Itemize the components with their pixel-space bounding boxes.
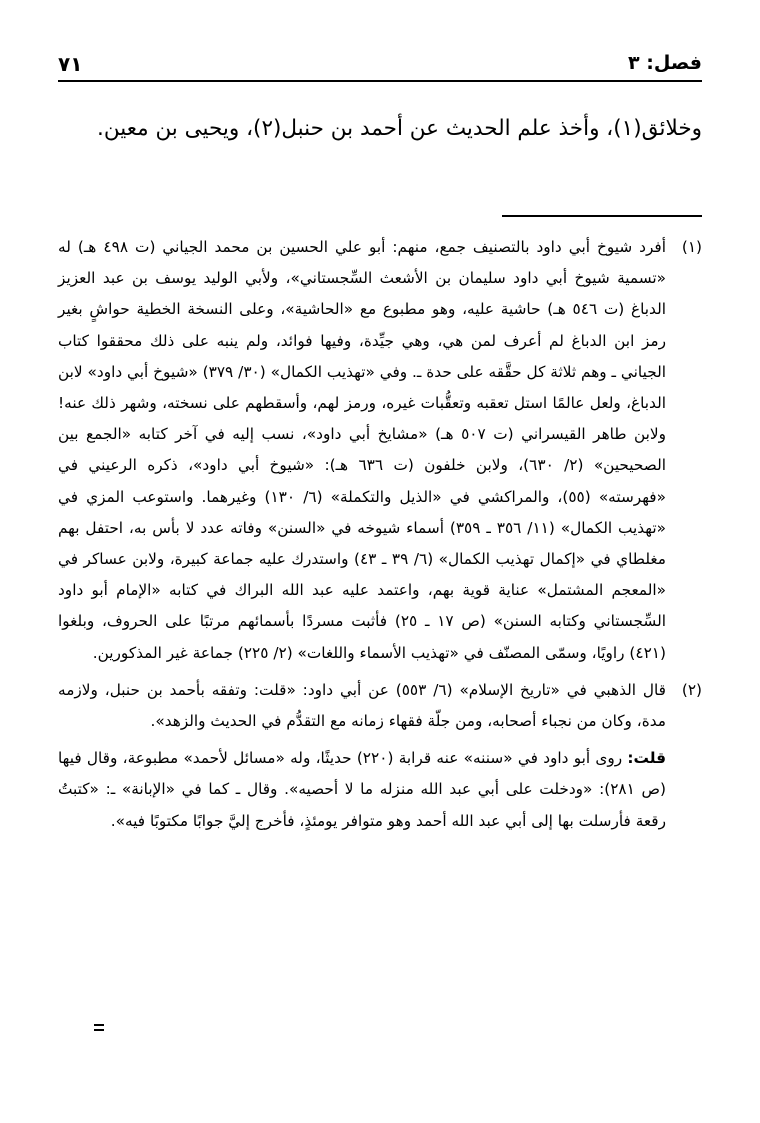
footnote-paragraph: قال الذهبي في «تاريخ الإسلام» (٦/ ٥٥٣) عن أبي داود: «قلت: وتفقه بأحمد بن حنبل، ولازمه مدة، وكان من نجباء أصحابه، ومن جلّة فقهاء زمانه مع التقدُّم في الحديث والزهد». — [58, 680, 666, 731]
page-number: ٧١ — [58, 52, 83, 76]
footnote-2 — [58, 675, 702, 837]
footnote-number: (١) — [681, 238, 702, 256]
footnote-body — [58, 675, 666, 837]
page-header — [58, 50, 702, 82]
end-mark — [94, 1024, 104, 1032]
footnote-paragraph-2 — [58, 743, 666, 837]
main-paragraph: وخلائق(١)، وأخذ علم الحديث عن أحمد بن حنبل(٢)، ويحيى بن معين. — [97, 116, 702, 141]
chapter-title: فصل: ٣ — [628, 52, 702, 74]
footnote-paragraph-text: روى أبو داود في «سننه» عنه قرابة (٢٢٠) حديثًا، وله «مسائل لأحمد» مطبوعة، وقال فيها (ص ٢٨١): «ودخلت على أبي عبد الله منزله ما لا أحصيه». وقال ـ كما في «الإبانة» ـ: «كتبتُ رقعة فأرسلت بها إلى أبي عبد الله أحمد وهو متوافر يومئذٍ، فأخرج إليَّ جوابًا مكتوبًا فيه». — [58, 749, 666, 830]
footnote-separator — [502, 215, 702, 217]
bold-lead: قلت: — [627, 749, 666, 768]
main-text — [58, 106, 702, 151]
footnote-1 — [58, 232, 702, 669]
footnote-number: (٢) — [681, 680, 702, 699]
footnote-paragraph: أفرد شيوخ أبي داود بالتصنيف جمع، منهم: أبو علي الحسين بن محمد الجياني (ت ٤٩٨ هـ) له «تسمية شيوخ أبي داود سليمان بن الأشعث السِّجستاني»، ولأبي الوليد يوسف بن عبد العزيز الدباغ (ت ٥٤٦ هـ) حاشية عليه، وهو مطبوع مع «الحاشية»، وعلى النسخة الخطية حواشٍ بغير رمز ابن الدباغ لم أعرف لمن هي، وهي جيِّدة، وفيها فوائد، ولم ينبه على ذلك محققوا كتاب الجياني ـ وهم ثلاثة كل حقَّقه على حدة ـ. وفي «تهذيب الكمال» (٣٠/ ٣٧٩) «شيوخ أبي داود» لابن الدباغ، ولعل عالمًا استل تعقبه وتعقُّبات غيره، ورمز لهم، وأسقطهم على نسخته، وشهر ذلك عنه! ولابن طاهر القيسراني (ت ٥٠٧ هـ) «مشايخ أبي داود»، نسب إليه في آخر كتابه «الجمع بين الصحيحين» (٢/ ٦٣٠)، ولابن خلفون (ت ٦٣٦ هـ): «شيوخ أبي داود»، ذكره الرعيني في «فهرسته» (٥٥)، والمراكشي في «الذيل والتكملة» (٦/ ١٣٠) وغيرهما. واستوعب المزي في «تهذيب الكمال» (١١/ ٣٥٦ ـ ٣٥٩) أسماء شيوخه في «السنن» وفاته عدد لا بأس به، احتفل بهم مغلطاي في «إكمال تهذيب الكمال» (٦/ ٣٩ ـ ٤٣) واستدرك عليه جماعة كبيرة، ولابن عساكر في «المعجم المشتمل» عناية قوية بهم، واعتمد عليه عبد الله البراك في كتابه «الإمام أبو داود السِّجستاني وكتابه السنن» (ص ١٧ ـ ٢٥) فأثبت مسردًا بأسمائهم مرتبًا على الحروف، وبلغوا (٤٢١) راويًا، وسمّى المصنّف في «تهذيب الأسماء واللغات» (٢/ ٢٢٥) جماعة غير المذكورين. — [58, 238, 666, 662]
footnote-body — [58, 232, 666, 669]
footnotes — [58, 232, 702, 837]
